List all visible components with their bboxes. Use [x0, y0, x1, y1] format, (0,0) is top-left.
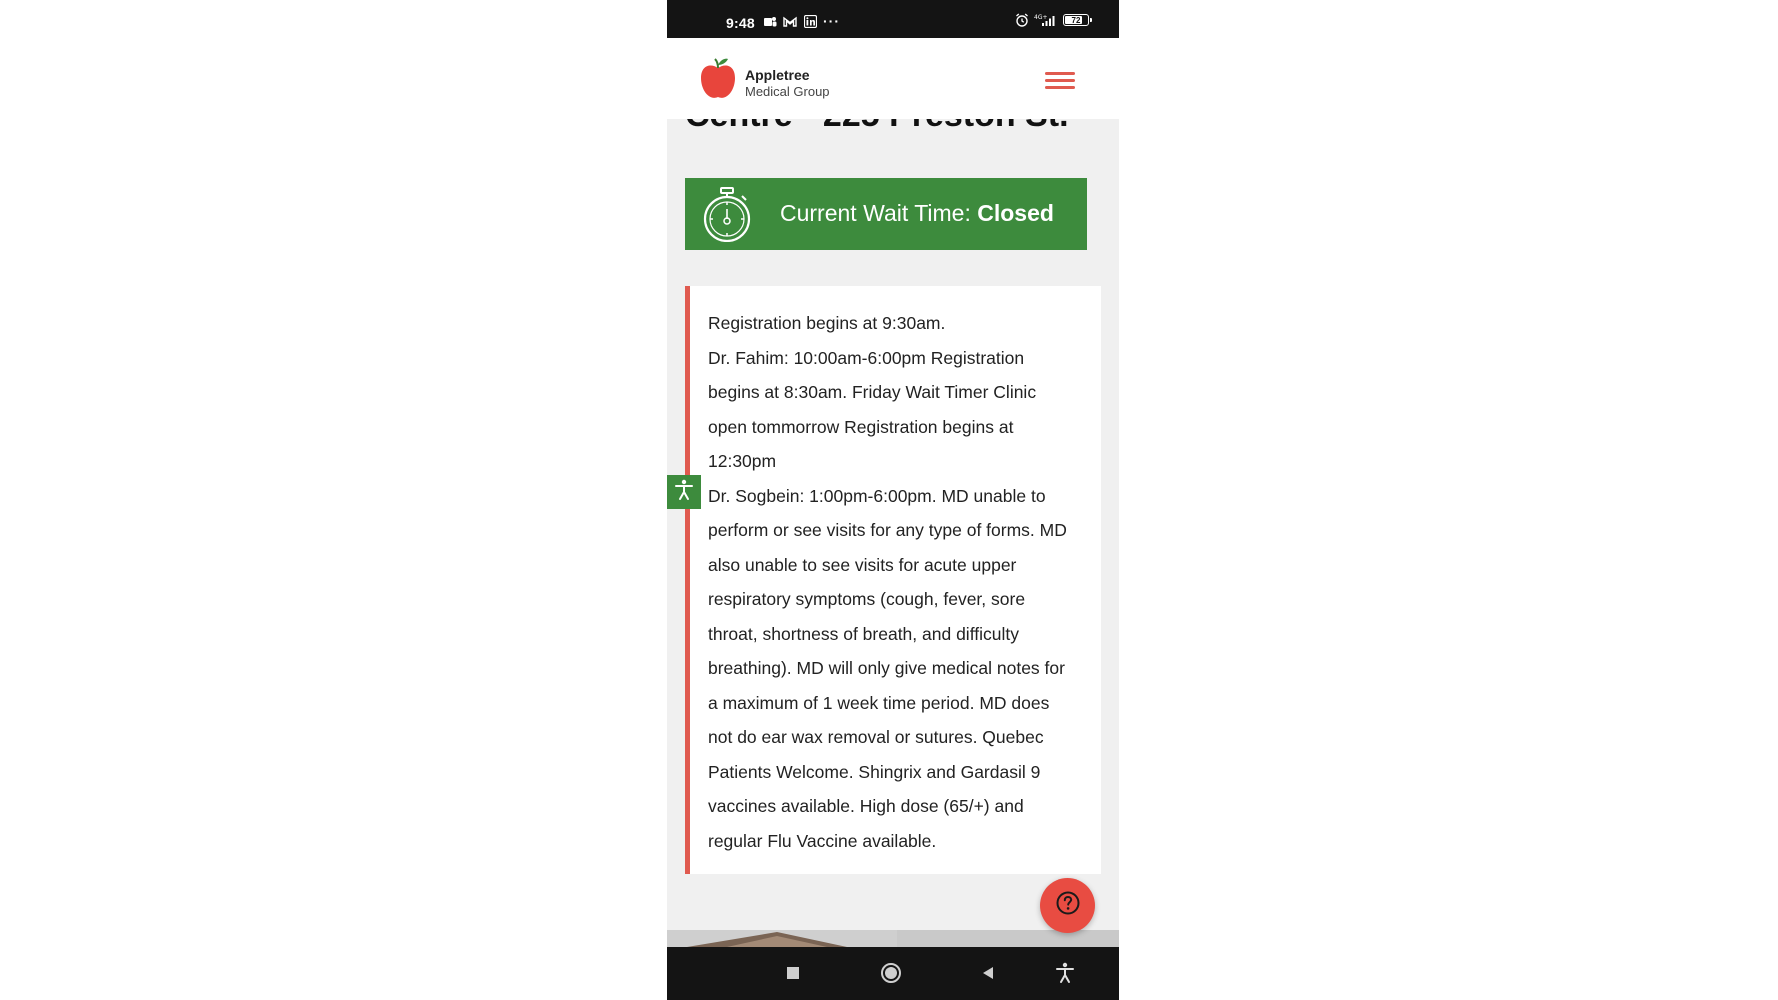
back-triangle-icon[interactable] — [977, 962, 999, 984]
notice-body — [708, 306, 1078, 858]
accessibility-icon[interactable] — [1054, 962, 1076, 984]
notice-line-dr-sogbein: Dr. Sogbein: 1:00pm-6:00pm. MD unable to perform or see visits for any type of forms. MD also unable to see visits for acute upper respiratory symptoms (cough, fever, sore throat, shortness of breath, and difficulty breathing). MD will only give medical notes for a maximum of 1 week time period. MD does not do ear wax removal or sutures. Quebec Patients Welcome. Shingrix and Gardasil 9 vaccines available. High dose (65/+) and regular Flu Vaccine available. — [708, 485, 1067, 851]
wait-time-banner — [685, 178, 1087, 250]
accessibility-icon — [674, 479, 694, 506]
teams-icon — [763, 14, 777, 28]
gmail-icon — [783, 14, 797, 28]
home-circle-icon[interactable] — [880, 962, 902, 984]
signal-4g-icon — [1034, 13, 1058, 27]
linkedin-icon — [803, 14, 817, 28]
notice-line-registration: Registration begins at 9:30am. — [708, 313, 946, 333]
wait-time-text — [780, 200, 1054, 227]
battery-icon — [1063, 14, 1089, 26]
clinic-notice-card — [685, 286, 1101, 874]
phone-screen — [667, 0, 1119, 1000]
stopwatch-icon — [700, 186, 754, 247]
brand-subtitle: Medical Group — [745, 84, 830, 99]
clinic-photo — [667, 930, 1119, 947]
system-nav-bar — [667, 947, 1119, 1000]
svg-text:4G+: 4G+ — [1034, 14, 1048, 21]
accessibility-button[interactable] — [667, 475, 701, 509]
status-time: 9:48 — [726, 15, 755, 31]
status-notification-icons — [763, 13, 840, 29]
appletree-logo[interactable] — [699, 56, 737, 107]
more-notifications-icon: ··· — [823, 13, 840, 29]
status-system-icons — [1015, 13, 1089, 27]
notice-line-dr-fahim: Dr. Fahim: 10:00am-6:00pm Registration begins at 8:30am. Friday Wait Timer Clinic open tommorrow Registration begins at 12:30pm — [708, 347, 1037, 471]
brand-name: Appletree — [745, 67, 810, 83]
wait-time-status: Closed — [977, 200, 1054, 226]
recents-square-icon[interactable] — [782, 962, 804, 984]
wait-time-label: Current Wait Time: — [780, 200, 978, 226]
battery-level: 72 — [1071, 15, 1081, 25]
status-bar — [667, 0, 1119, 38]
hamburger-menu-icon[interactable] — [1045, 72, 1075, 90]
help-button[interactable] — [1040, 878, 1095, 933]
alarm-icon — [1015, 13, 1029, 27]
help-icon — [1055, 890, 1081, 921]
